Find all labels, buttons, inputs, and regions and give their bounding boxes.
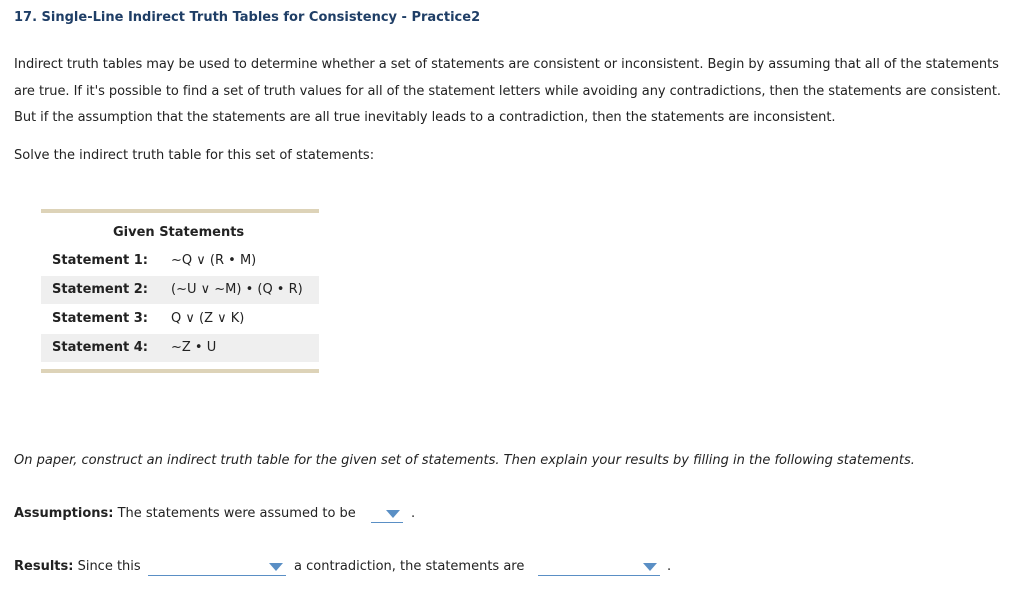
consistency-result-dropdown[interactable] [538, 555, 660, 576]
table-bottom-rule [41, 369, 319, 373]
solve-prompt: Solve the indirect truth table for this set of statements: [14, 148, 375, 163]
statement-label: Statement 3: [52, 311, 148, 326]
chevron-down-icon [643, 563, 657, 571]
statement-row-3 [41, 305, 319, 333]
chevron-down-icon [269, 563, 283, 571]
contradiction-result-dropdown[interactable] [148, 555, 286, 576]
chevron-down-icon [386, 510, 400, 518]
statement-label: Statement 1: [52, 253, 148, 268]
statement-formula: (~U ∨ ~M) • (Q • R) [171, 282, 303, 297]
results-label: Results: [14, 559, 74, 574]
given-statements-table [41, 209, 319, 374]
statement-label: Statement 4: [52, 340, 148, 355]
assumptions-line [14, 506, 356, 521]
statement-formula: Q ∨ (Z ∨ K) [171, 311, 245, 326]
results-text-middle: a contradiction, the statements are [294, 559, 525, 574]
statement-label: Statement 2: [52, 282, 148, 297]
results-text-before: Since this [77, 559, 141, 574]
statement-row-2 [41, 276, 319, 304]
intro-paragraph: Indirect truth tables may be used to determine whether a set of statements are consistent or inconsistent. Begin by assuming that all of the statements are true. If it's possible to find a set of truth values for all of the statement letters while avoiding any contradictions, then the statements are consistent. But if the assumption that the statements are all true inevitably leads to a contradiction, then the statements are inconsistent. [14, 57, 1001, 125]
statement-row-4 [41, 334, 319, 362]
results-line [14, 559, 141, 574]
instructions-text: On paper, construct an indirect truth table for the given set of statements. Then explain your results by filling in the following statements. [14, 453, 915, 468]
given-statements-header: Given Statements [113, 225, 245, 240]
assumptions-period: . [411, 506, 416, 521]
statement-row-1 [41, 247, 319, 275]
results-period: . [667, 559, 672, 574]
assumptions-label: Assumptions: [14, 506, 114, 521]
statement-formula: ~Z • U [171, 340, 217, 355]
statement-formula: ~Q ∨ (R • M) [171, 253, 257, 268]
page-title: 17. Single-Line Indirect Truth Tables for Consistency - Practice2 [14, 10, 481, 25]
assumptions-text: The statements were assumed to be [117, 506, 356, 521]
table-top-rule [41, 209, 319, 213]
assumption-truth-dropdown[interactable] [371, 502, 403, 523]
